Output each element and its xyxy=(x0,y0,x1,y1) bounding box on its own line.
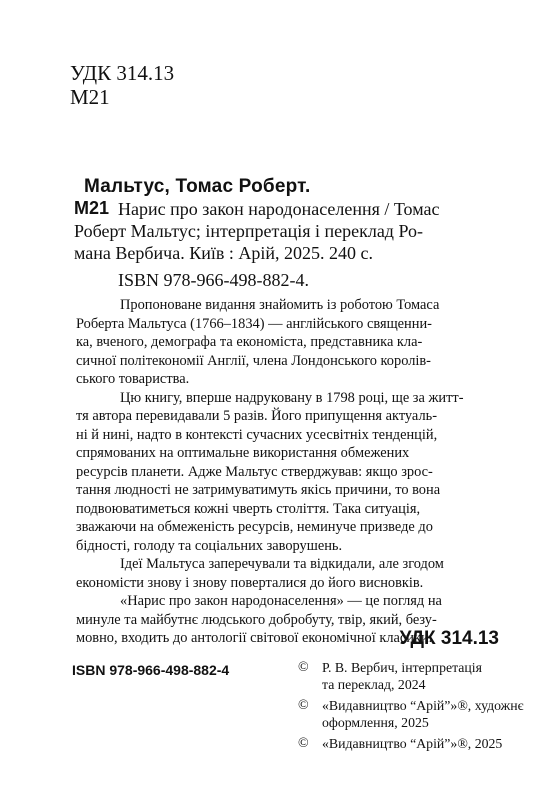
biblio-line: мана Вербича. Київ : Арій, 2025. 240 с. xyxy=(74,243,373,263)
annotation-line: ка, вченого, демографа та економіста, представника кла- xyxy=(76,334,423,350)
copyright-line xyxy=(298,735,513,752)
copyright-line xyxy=(298,659,513,693)
copyright-text: «Видавництво “Арій”»®, 2025 xyxy=(322,736,503,751)
biblio-line: Нарис про закон народонаселення / Томас xyxy=(118,199,440,219)
annotation-line: ні й нині, надто в контексті сучасних усесвітніх тенденцій, xyxy=(76,426,438,443)
annotation-line: Пропоноване видання знайомить із роботою Томаса xyxy=(120,297,440,313)
udk-code-bottom: УДК 314.13 xyxy=(399,628,499,649)
annotation-line: Ідеї Мальтуса заперечували та відкидали, але згодом xyxy=(120,556,444,572)
copyright-icon: © xyxy=(298,660,309,675)
annotation-line: Цю книгу, вперше надруковану в 1798 році, ще за житт- xyxy=(120,389,464,406)
annotation-line: зважаючи на обмеженість ресурсів, неминуче призведе до xyxy=(76,519,433,535)
annotation-line: мовно, входить до антології світової економічної класики. xyxy=(76,630,433,646)
udk-code-top: УДК 314.13 xyxy=(70,61,175,85)
annotation-line: економісти знову і знову поверталися до його висновків. xyxy=(76,574,424,591)
annotation-line: сичної політекономії Англії, члена Лондонського королів- xyxy=(76,352,431,369)
annotation-paragraph xyxy=(76,389,499,556)
annotation-line: тя автора перевидавали 5 разів. Його припущення актуаль- xyxy=(76,408,437,424)
annotation-line: бідності, голоду та соціальних заворушень. xyxy=(76,537,343,554)
biblio-line: Роберт Мальтус; інтерпретація і переклад Ро- xyxy=(74,221,424,241)
annotation-line: Роберта Мальтуса (1766–1834) — англійського священни- xyxy=(76,315,432,332)
annotation-line: минуле та майбутнє людського добробуту, твір, який, безу- xyxy=(76,611,437,628)
copyright-icon: © xyxy=(298,698,309,713)
copyright-text: Р. В. Вербич, інтерпретація xyxy=(322,660,482,675)
author-heading: Мальтус, Томас Роберт. xyxy=(84,176,311,197)
annotation-line: спрямованих на оптимальне використання обмежених xyxy=(76,445,410,461)
isbn-bottom: ISBN 978-966-498-882-4 xyxy=(72,662,230,678)
copyright-text: оформлення, 2025 xyxy=(322,715,429,730)
annotation-line: ського товариства. xyxy=(76,371,190,387)
copyright-block xyxy=(298,659,524,756)
copyright-text: та переклад, 2024 xyxy=(322,677,426,692)
annotation-line: подвоюватиметься кожні чверть століття. Така ситуація, xyxy=(76,500,421,517)
author-mark-code: М21 xyxy=(74,198,110,218)
annotation-line: ресурсів планети. Адже Мальтус стверджував: якщо зрос- xyxy=(76,463,433,480)
copyright-icon: © xyxy=(298,736,309,751)
annotation-line: «Нарис про закон народонаселення» — це погляд на xyxy=(120,593,442,609)
author-mark-top: М21 xyxy=(70,85,110,109)
annotation-line: тання людності не затримуватимуть якісь причини, то вона xyxy=(76,482,441,498)
copyright-text: «Видавництво “Арій”»®, художнє xyxy=(322,698,524,713)
annotation-paragraph xyxy=(76,555,499,592)
copyright-line xyxy=(298,697,524,731)
annotation xyxy=(76,296,499,648)
isbn-main: ISBN 978-966-498-882-4. xyxy=(118,270,309,290)
annotation-paragraph xyxy=(76,296,499,389)
